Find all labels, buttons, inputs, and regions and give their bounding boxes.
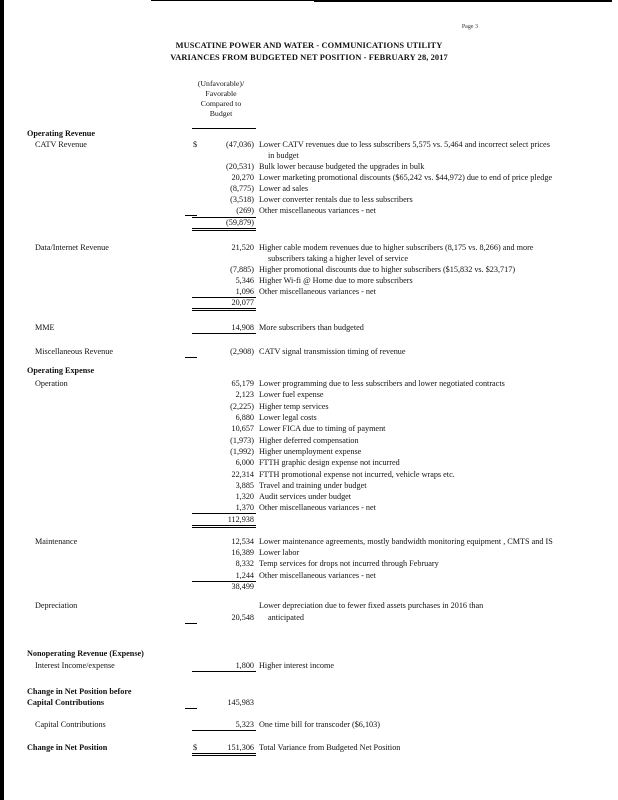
description: Lower programming due to less subscribers and lower negotiated contracts — [259, 379, 505, 388]
row-label: Maintenance — [35, 537, 78, 546]
table-row — [0, 253, 618, 264]
table-row — [0, 423, 618, 434]
amount: 1,244 — [235, 571, 254, 580]
amount: 20,270 — [231, 173, 254, 182]
underline — [192, 730, 256, 731]
table-row — [0, 183, 618, 194]
mme-row — [0, 322, 618, 333]
column-header-line: Favorable — [205, 89, 237, 98]
table-row — [0, 491, 618, 502]
underline — [185, 215, 197, 216]
description: Lower converter rentals due to less subscribers — [259, 195, 413, 204]
amount: (269) — [236, 206, 254, 215]
row-label: Change in Net Position — [27, 743, 108, 752]
description: Lower depreciation due to fewer fixed assets purchases in 2016 than — [259, 601, 484, 610]
description: Other miscellaneous variances - net — [259, 503, 376, 512]
row-label: Capital Contributions — [27, 698, 105, 707]
table-row — [0, 161, 618, 172]
table-row — [0, 139, 618, 150]
description: Lower marketing promotional discounts ($65,242 vs. $44,972) due to end of price pledge — [259, 173, 553, 182]
amount: 1,320 — [235, 492, 254, 501]
table-row — [0, 401, 618, 412]
subtotal-row — [0, 217, 618, 228]
amount: 5,346 — [235, 276, 254, 285]
table-row — [0, 194, 618, 205]
table-row — [0, 446, 618, 457]
description: More subscribers than budgeted — [259, 323, 364, 332]
table-row — [0, 547, 618, 558]
column-header-line: Compared to — [200, 99, 242, 108]
row-label: Depreciation — [35, 601, 78, 610]
table-row — [0, 275, 618, 286]
double-underline — [192, 228, 256, 231]
amount: 2,123 — [235, 390, 254, 399]
column-header-line: Budget — [209, 109, 233, 118]
table-row — [0, 242, 618, 253]
amount: (1,992) — [230, 447, 254, 456]
amount: 6,000 — [235, 458, 254, 467]
subtotal-amount: 20,077 — [231, 298, 254, 307]
amount: 16,389 — [231, 548, 254, 557]
description: Higher deferred compensation — [259, 436, 359, 445]
table-row — [0, 600, 618, 611]
description: Higher Wi-fi @ Home due to more subscribers — [259, 276, 413, 285]
amount: 145,983 — [227, 698, 254, 707]
description: Lower FICA due to timing of payment — [259, 424, 386, 433]
amount: 12,534 — [231, 537, 254, 546]
row-label: CATV Revenue — [35, 140, 87, 149]
underline — [192, 671, 256, 672]
description: Lower legal costs — [259, 413, 317, 422]
underline — [185, 708, 197, 709]
description: Higher temp services — [259, 402, 329, 411]
table-row — [0, 378, 618, 389]
row-label: Miscellaneous Revenue — [35, 347, 113, 356]
amount: 6,880 — [235, 413, 254, 422]
description: Lower maintenance agreements, mostly bandwidth monitoring equipment , CMTS and IS — [259, 537, 553, 546]
misc-revenue-row — [0, 346, 618, 357]
description: Other miscellaneous variances - net — [259, 287, 376, 296]
amount: (7,885) — [230, 265, 254, 274]
subtotal-row — [0, 514, 618, 525]
underline — [185, 357, 197, 358]
description: Lower labor — [259, 548, 300, 557]
amount: (47,036) — [226, 140, 254, 149]
scan-left-border — [0, 0, 4, 800]
description: Audit services under budget — [259, 492, 352, 501]
amount: 1,800 — [235, 661, 254, 670]
row-label: Capital Contributions — [35, 720, 106, 729]
description: Travel and training under budget — [259, 481, 367, 490]
page-number: Page 3 — [461, 24, 478, 30]
row-label: Operation — [35, 379, 68, 388]
table-row — [0, 205, 618, 216]
subtotal-row — [0, 581, 618, 592]
table-row — [0, 558, 618, 569]
row-label: Interest Income/expense — [35, 661, 115, 670]
table-row — [0, 612, 618, 623]
subtotal-amount: 38,499 — [231, 582, 254, 591]
amount: (2,908) — [230, 347, 254, 356]
description: Lower ad sales — [259, 184, 309, 193]
description: FTTH promotional expense not incurred, vehicle wraps etc. — [259, 470, 455, 479]
table-row — [0, 264, 618, 275]
total-amount: 151,306 — [227, 743, 254, 752]
table-row — [0, 389, 618, 400]
description: CATV signal transmission timing of revenue — [259, 347, 406, 356]
table-row — [0, 412, 618, 423]
underline — [192, 333, 256, 334]
currency-symbol: $ — [193, 743, 198, 752]
amount: (1,973) — [230, 436, 254, 445]
amount: 3,885 — [235, 481, 254, 490]
amount: 8,332 — [235, 559, 254, 568]
amount: (2,225) — [230, 402, 254, 411]
subtotal-row — [0, 297, 618, 308]
description: Lower CATV revenues due to less subscribers 5,575 vs. 5,464 and incorrect select prices — [259, 140, 550, 149]
subtotal-amount: 112,938 — [227, 515, 254, 524]
change-before-cap-row — [0, 697, 618, 708]
amount: (3,518) — [230, 195, 254, 204]
report-title: MUSCATINE POWER AND WATER - COMMUNICATIONS UTILITY — [175, 41, 443, 50]
change-net-position-row — [0, 742, 618, 753]
scan-top-border — [151, 0, 314, 1]
description: FTTH graphic design expense not incurred — [259, 458, 400, 467]
table-row — [0, 457, 618, 468]
currency-symbol: $ — [193, 140, 198, 149]
amount: 20,548 — [231, 613, 254, 622]
interest-row — [0, 660, 618, 671]
description-continued: anticipated — [268, 613, 304, 622]
column-header-line: (Unfavorable)/ — [197, 79, 245, 88]
description: Temp services for drops not incurred through February — [259, 559, 439, 568]
table-row — [0, 286, 618, 297]
amount: 21,520 — [231, 243, 254, 252]
double-underline — [192, 753, 256, 756]
description: One time bill for transcoder ($6,103) — [259, 720, 380, 729]
description: Higher interest income — [259, 661, 335, 670]
description: Total Variance from Budgeted Net Position — [259, 743, 401, 752]
table-row — [0, 469, 618, 480]
description: Other miscellaneous variances - net — [259, 206, 376, 215]
amount: 5,323 — [235, 720, 254, 729]
amount: 22,314 — [231, 470, 254, 479]
description: Bulk lower because budgeted the upgrades in bulk — [259, 162, 425, 171]
double-underline — [192, 308, 256, 311]
section-heading-nonoperating: Nonoperating Revenue (Expense) — [27, 649, 144, 658]
description-continued: in budget — [268, 151, 299, 160]
table-row — [0, 570, 618, 581]
table-row — [0, 150, 618, 161]
double-underline — [192, 525, 256, 528]
table-row — [0, 536, 618, 547]
change-before-cap-heading: Change in Net Position before — [27, 687, 132, 696]
description-continued: subscribers taking a higher level of service — [268, 254, 409, 263]
subtotal-amount: (59,879) — [226, 218, 254, 227]
capital-contributions-row — [0, 719, 618, 730]
table-row — [0, 435, 618, 446]
amount: 65,179 — [231, 379, 254, 388]
amount: 10,657 — [231, 424, 254, 433]
amount: (20,531) — [226, 162, 254, 171]
description: Higher cable modem revenues due to higher subscribers (8,175 vs. 8,266) and more — [259, 243, 534, 252]
section-heading-operating-revenue: Operating Revenue — [27, 129, 95, 138]
table-row — [0, 172, 618, 183]
row-label: MME — [35, 323, 55, 332]
amount: 14,908 — [231, 323, 254, 332]
amount: 1,370 — [235, 503, 254, 512]
table-row — [0, 480, 618, 491]
description: Higher unemployment expense — [259, 447, 362, 456]
underline — [185, 623, 197, 624]
row-label: Data/Internet Revenue — [35, 243, 109, 252]
section-heading-operating-expense: Operating Expense — [27, 366, 95, 375]
description: Higher promotional discounts due to higher subscribers ($15,832 vs. $23,717) — [259, 265, 516, 274]
scan-top-border-thick — [314, 0, 612, 2]
table-row — [0, 502, 618, 513]
description: Lower fuel expense — [259, 390, 324, 399]
description: Other miscellaneous variances - net — [259, 571, 376, 580]
amount: 1,096 — [235, 287, 254, 296]
report-subtitle: VARIANCES FROM BUDGETED NET POSITION - FEBRUARY 28, 2017 — [170, 53, 448, 62]
amount: (8,775) — [230, 184, 254, 193]
